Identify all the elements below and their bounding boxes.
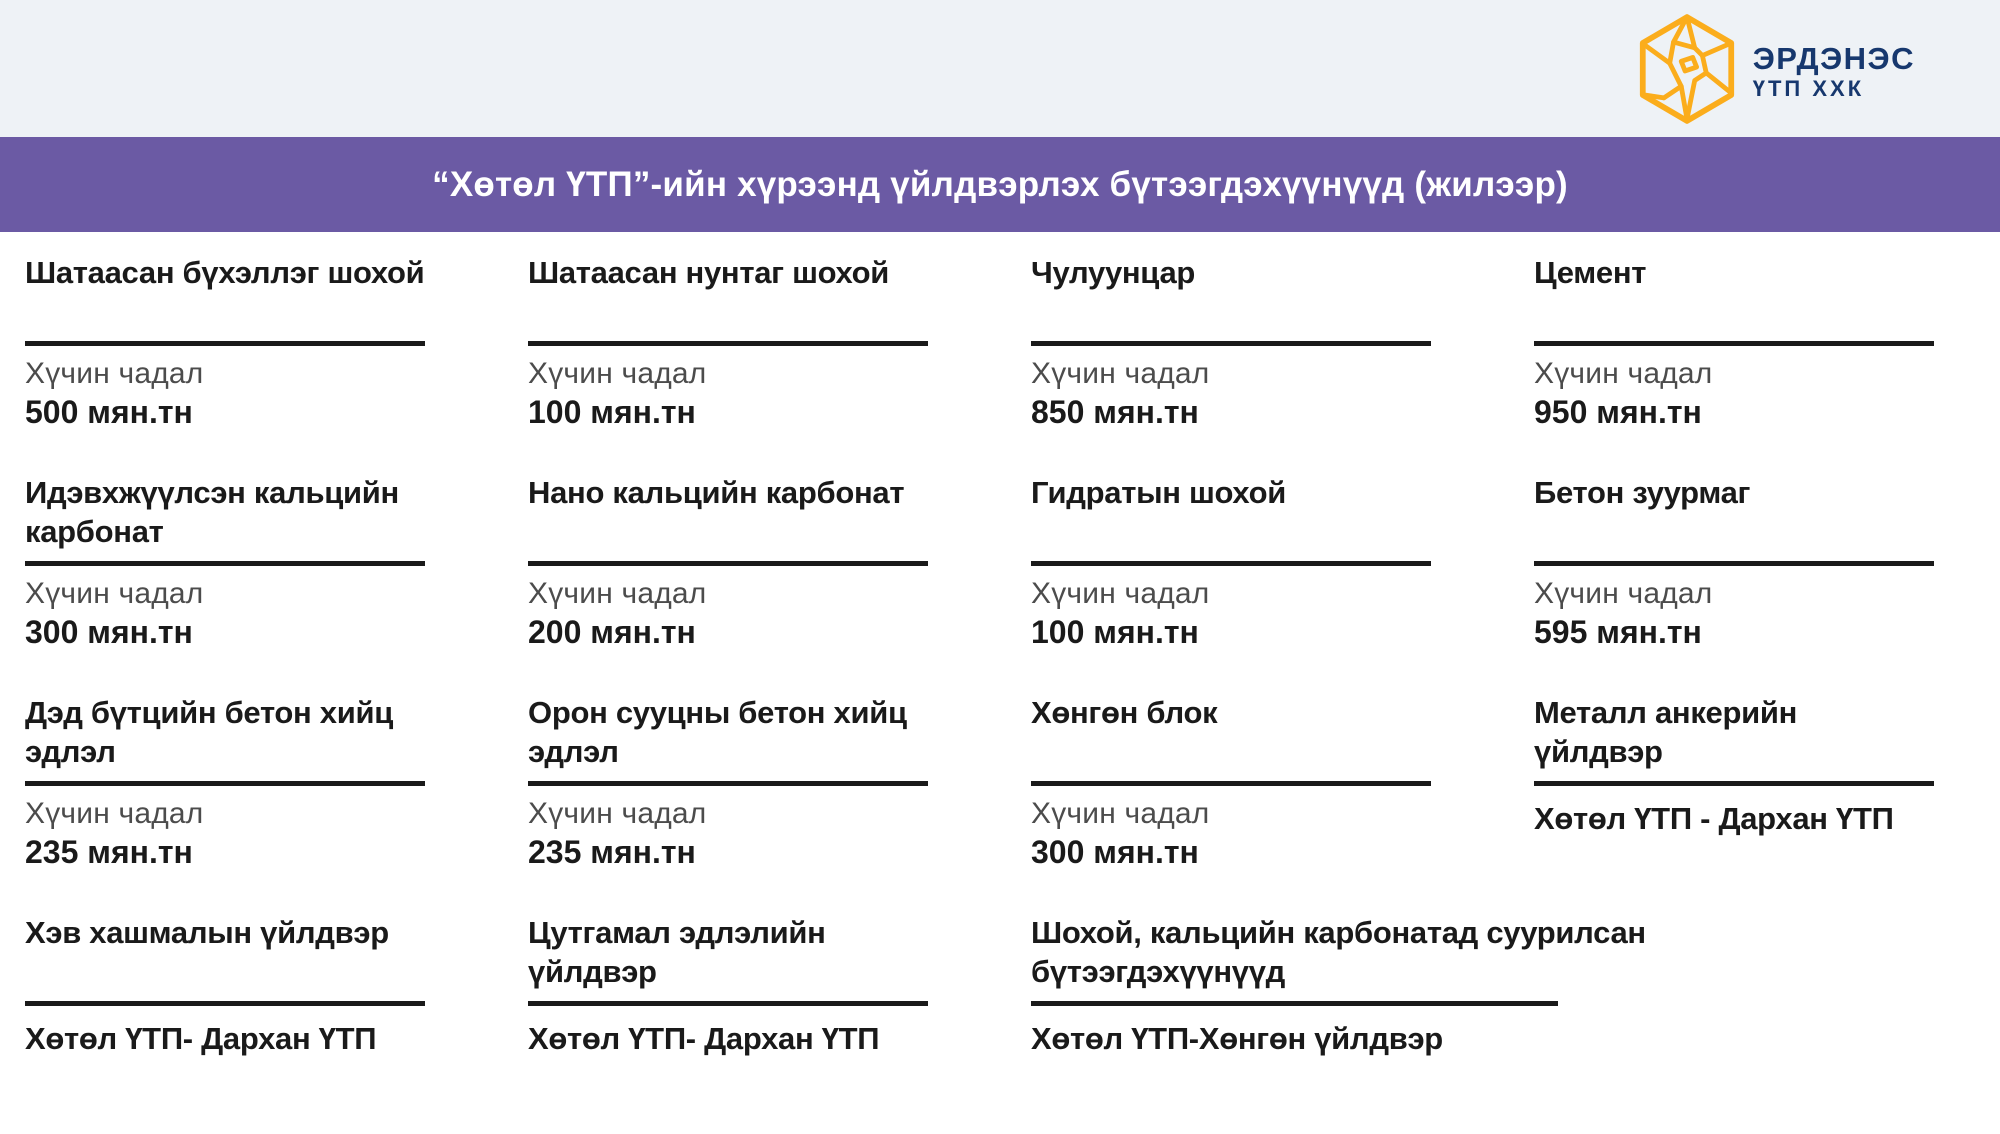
capacity-value: 300 мян.тн [25, 614, 193, 650]
logo-text [1753, 42, 1915, 102]
capacity-value: 100 мян.тн [1031, 614, 1199, 650]
product-card [528, 913, 928, 1103]
divider [1534, 561, 1934, 566]
divider [25, 561, 425, 566]
product-title: Металл анкерийн үйлдвэр [1534, 695, 1798, 769]
product-card [528, 693, 928, 883]
capacity-label: Хүчин чадал [1031, 577, 1210, 610]
divider [25, 781, 425, 786]
production-location: Хөтөл ҮТП - Дархан ҮТП [1534, 801, 1894, 836]
product-title: Бетон зуурмаг [1534, 475, 1751, 510]
divider [25, 341, 425, 346]
capacity-label: Хүчин чадал [528, 797, 707, 830]
product-card [1534, 473, 1934, 663]
capacity-label: Хүчин чадал [1534, 577, 1713, 610]
divider [25, 1001, 425, 1006]
product-card [1534, 693, 1934, 883]
logo-company-subtitle: ҮТП ХХК [1752, 75, 1865, 101]
divider [528, 561, 928, 566]
product-card-wide [1031, 913, 1934, 1103]
product-card [25, 913, 425, 1103]
product-card [1031, 253, 1431, 443]
product-title: Орон сууцны бетон хийц эдлэл [528, 695, 907, 769]
capacity-value: 595 мян.тн [1534, 614, 1702, 650]
capacity-label: Хүчин чадал [25, 357, 204, 390]
product-title: Гидратын шохой [1031, 475, 1286, 510]
divider [1031, 561, 1431, 566]
company-logo [1637, 13, 1915, 125]
divider [528, 781, 928, 786]
production-location: Хөтөл ҮТП- Дархан ҮТП [528, 1021, 880, 1056]
capacity-value: 235 мян.тн [25, 834, 193, 870]
capacity-label: Хүчин чадал [25, 797, 204, 830]
product-card [1031, 693, 1431, 883]
product-card [25, 253, 425, 443]
products-grid [0, 232, 2000, 1103]
logo-company-name: ЭРДЭНЭС [1752, 40, 1915, 76]
capacity-label: Хүчин чадал [528, 577, 707, 610]
capacity-value: 200 мян.тн [528, 614, 696, 650]
production-location: Хөтөл ҮТП-Хөнгөн үйлдвэр [1031, 1021, 1443, 1056]
divider [1031, 1001, 1558, 1006]
product-title: Идэвхжүүлсэн кальцийн карбонат [25, 475, 399, 549]
capacity-value: 850 мян.тн [1031, 394, 1199, 430]
capacity-value: 100 мян.тн [528, 394, 696, 430]
product-card [25, 473, 425, 663]
page-title: “Хөтөл ҮТП”-ийн хүрээнд үйлдвэрлэх бүтээгдэхүүнүүд (жилээр) [432, 164, 1568, 204]
capacity-value: 235 мян.тн [528, 834, 696, 870]
product-title: Дэд бүтцийн бетон хийц эдлэл [25, 695, 394, 769]
divider [1031, 341, 1431, 346]
divider [528, 1001, 928, 1006]
product-card [528, 253, 928, 443]
product-title: Нано кальцийн карбонат [528, 475, 905, 510]
divider [1534, 781, 1934, 786]
divider [1031, 781, 1431, 786]
divider [1534, 341, 1934, 346]
capacity-label: Хүчин чадал [528, 357, 707, 390]
product-card [25, 693, 425, 883]
product-title: Шатаасан бүхэллэг шохой [25, 255, 425, 290]
capacity-value: 950 мян.тн [1534, 394, 1702, 430]
title-banner [0, 137, 2000, 232]
erdenes-crystal-logo-icon [1637, 13, 1737, 125]
product-title: Чулуунцар [1031, 255, 1196, 290]
product-title: Цутгамал эдлэлийн үйлдвэр [528, 915, 826, 989]
capacity-label: Хүчин чадал [25, 577, 204, 610]
product-title: Хөнгөн блок [1031, 695, 1218, 730]
product-title: Шатаасан нунтаг шохой [528, 255, 890, 290]
production-location: Хөтөл ҮТП- Дархан ҮТП [25, 1021, 377, 1056]
product-title: Хэв хашмалын үйлдвэр [25, 915, 389, 950]
divider [528, 341, 928, 346]
top-band [0, 0, 2000, 137]
capacity-value: 300 мян.тн [1031, 834, 1199, 870]
product-title: Цемент [1534, 255, 1647, 290]
capacity-label: Хүчин чадал [1031, 357, 1210, 390]
product-card [1031, 473, 1431, 663]
capacity-label: Хүчин чадал [1534, 357, 1713, 390]
product-card [528, 473, 928, 663]
capacity-label: Хүчин чадал [1031, 797, 1210, 830]
product-title: Шохой, кальцийн карбонатад суурилсан бүтээгдэхүүнүүд [1031, 915, 1646, 989]
capacity-value: 500 мян.тн [25, 394, 193, 430]
product-card [1534, 253, 1934, 443]
